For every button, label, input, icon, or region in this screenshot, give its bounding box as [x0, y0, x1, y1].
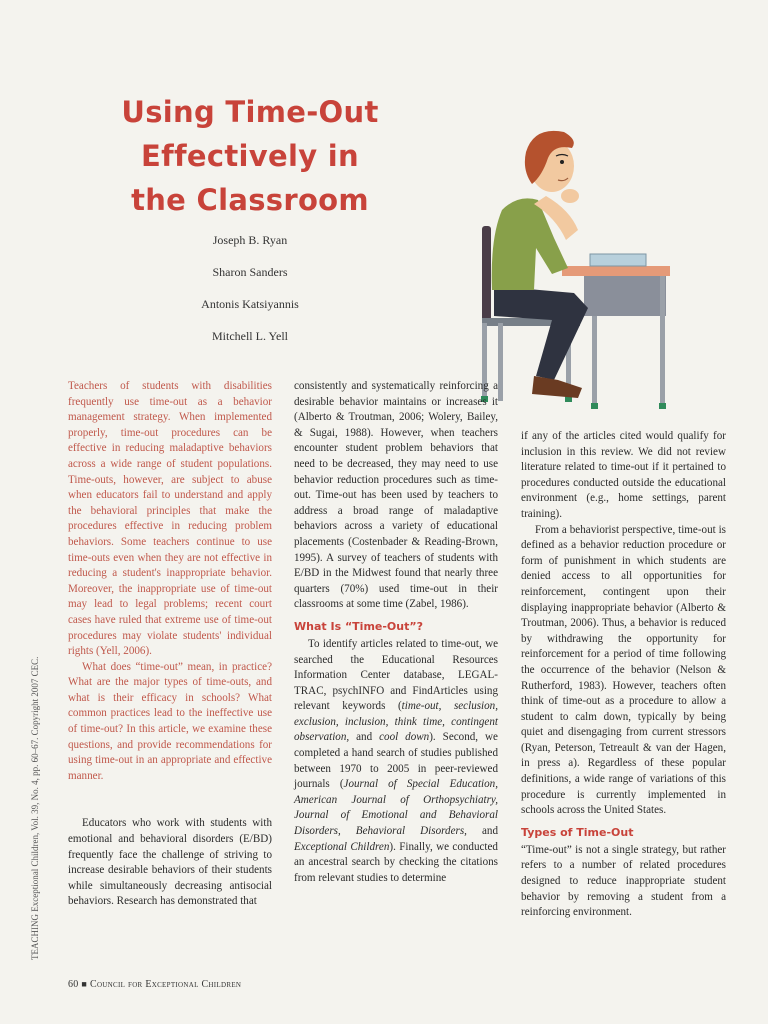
body-text: ). Finally, we conducted an ancestral search by checking the citations from relevant studies to determine: [294, 840, 498, 884]
author-name: Joseph B. Ryan: [212, 233, 288, 247]
keywords-text: cool down: [379, 731, 430, 744]
body-paragraph: [294, 637, 498, 887]
body-paragraph: if any of the articles cited would qualify for inclusion in this review. We did not review literature related to time-out if it pertained to procedures conducted outside the educational environment (e.g., home settings, parent training).: [521, 430, 726, 520]
section-heading: Types of Time-Out: [521, 825, 634, 839]
journals-text: Journal of Special Education, American Journal of Orthopsychiatry, Journal of Emotional and Behavioral Disorders, Behavioral Disorders,: [294, 778, 498, 838]
body-text: and: [466, 825, 499, 838]
column-3: [521, 429, 726, 921]
abstract-paragraph: What does “time-out” mean, in practice? What are the major types of time-outs, and what is their efficacy in schools? What common practices lead to the ineffective use of time-out? In this article, we examine these questions, and provide recommendations for using time-out in an appropriate and effective manner.: [68, 660, 272, 782]
body-paragraph: Educators who work with students with emotional and behavioral disorders (E/BD) frequently face the challenge of striving to increase desirable behaviors of their students while simultaneously decreasing antisocial behaviors. Research has demonstrated that: [68, 817, 272, 908]
page-number: 60: [68, 979, 79, 990]
page-footer: [68, 979, 241, 990]
boy-at-desk-illustration: [470, 118, 685, 418]
sidebar-citation: TEACHING Exceptional Children, Vol. 39, No. 4, pp. 60–67. Copyright 2007 CEC.: [30, 656, 40, 960]
title-line: Using Time-Out: [121, 95, 379, 129]
journal-name: Council for Exceptional Children: [89, 979, 242, 990]
title-line: the Classroom: [131, 183, 369, 217]
body-paragraph: From a behaviorist perspective, time-out is defined as a behavior reduction procedure or form of punishment in which students are denied access to all opportunities for reinforcement, contingent upon their displaying inappropriate behavior (Alberto & Troutman, 2006). Thus, a behavior is reduced by withdrawing the opportunity for reinforcement for a period of time following the occurrence of the behavior (Nelson & Rutherford, 1983). However, teachers often think of time-out as a procedure to allow a student to calm down, typically by being quiet and disengaging from current stressors (Ryan, Peterson, Tetreault & van der Hagen, in press a). Regardless of these popular definitions, a wide range of variations of this procedure is currently implemented in schools across the United States.: [521, 523, 726, 817]
keywords-text: time-out, seclusion, exclusion, inclusion, think time, contingent observation,: [294, 700, 499, 744]
author-name: Antonis Katsiyannis: [201, 297, 299, 311]
title-line: Effectively in: [140, 139, 359, 173]
author-name: Mitchell L. Yell: [211, 329, 288, 343]
body-text: ). Second, we completed a hand search of studies published between 1970 to 2005 in peer-reviewed journals (: [294, 731, 498, 791]
body-paragraph: consistently and systematically reinforcing a desirable behavior maintains or increases it (Alberto & Troutman, 2006; Wolery, Bailey, & Sugai, 1988). However, when teachers encounter student problem behaviors that need to be decreased, they may need to use behavior reduction procedures such as time-out. Time-out has been used by teachers to address a broad range of maladaptive behaviors across a variety of educational placements (Costenbader & Reading-Brown, 1995). A survey of teachers of students with E/BD in the Midwest found that nearly three quarters (70%) used time-out in their classrooms at some time (Zabel, 1986).: [294, 380, 498, 611]
square-bullet-icon: ■: [81, 979, 88, 989]
body-text: and: [349, 731, 380, 744]
journals-text: Exceptional Children: [294, 840, 390, 853]
section-heading: What Is “Time-Out”?: [294, 619, 423, 633]
article-title: [100, 90, 400, 222]
body-paragraph: “Time-out” is not a single strategy, but rather refers to a number of related procedures designed to reduce inappropriate student behavior by removing a student from a reinforcing environment.: [521, 843, 726, 919]
body-text: To identify articles related to time-out, we searched the Educational Resources Information Center database, LEGAL-TRAC, psychINFO and FindArticles using relevant keywords (: [294, 637, 498, 713]
author-name: Sharon Sanders: [212, 265, 288, 279]
abstract-paragraph: Teachers of students with disabilities frequently use time-out as a behavior management strategy. When implemented properly, time-out procedures can be effective in reducing maladaptive behaviors across a wide range of student populations. Time-outs, however, are subject to abuse when educators fail to understand and apply the behavioral principles that make the procedures effective in reducing problem behaviors. Some teachers continue to use time-outs even when they are not effective in reducing a student's inappropriate behavior. Moreover, the inappropriate use of time-out may lead to legal problems; recent court cases have ruled that extreme use of time-out procedures may violate students' individual rights (Yell, 2006).: [68, 380, 272, 658]
author-list: [150, 232, 350, 360]
column-2: [294, 379, 498, 886]
column-1: [68, 379, 272, 910]
